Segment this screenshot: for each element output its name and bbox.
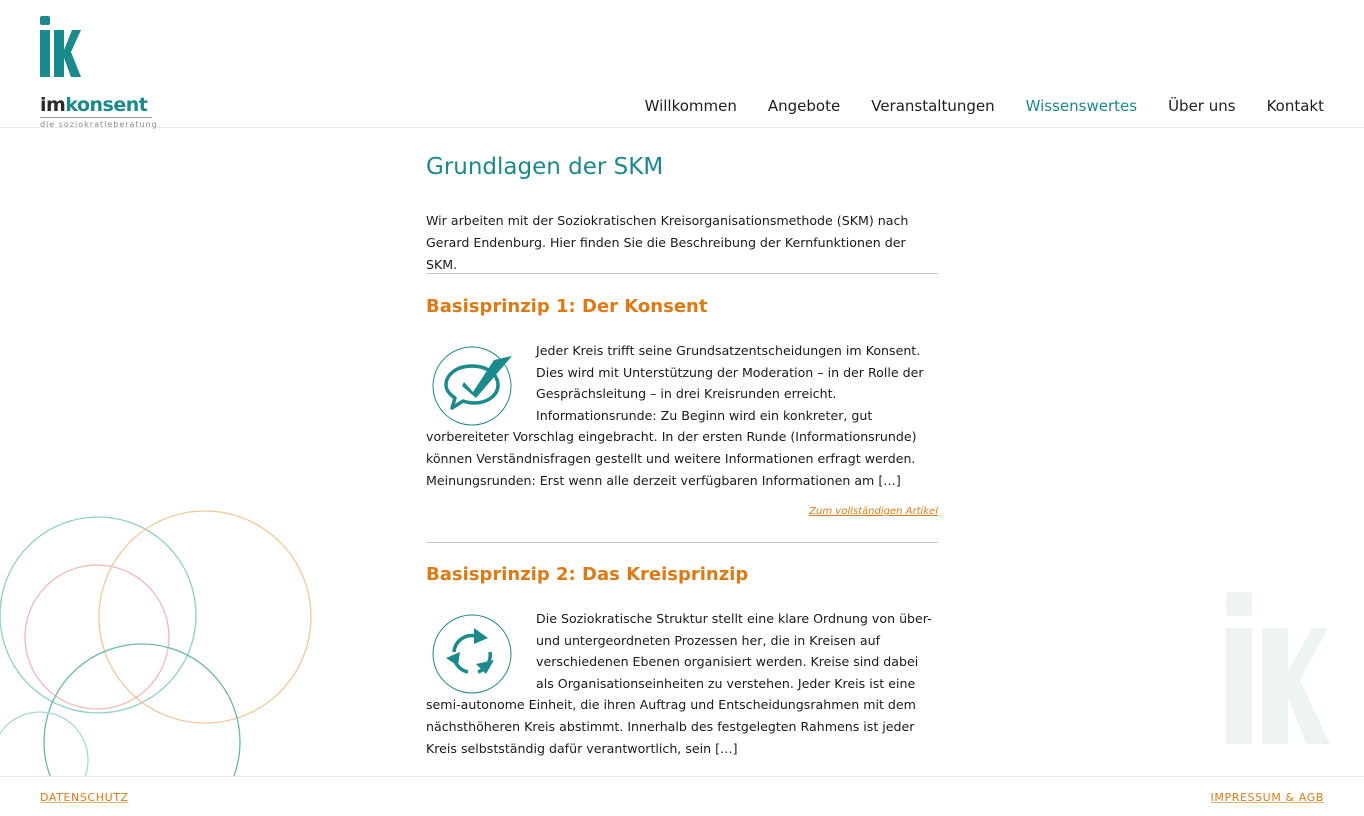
divider (426, 542, 938, 543)
logo-divider (40, 117, 152, 118)
nav-item-angebote[interactable]: Angebote (767, 97, 841, 115)
divider (426, 273, 938, 274)
impressum-link[interactable]: IMPRESSUM & AGB (1210, 791, 1324, 804)
site-logo[interactable] (38, 16, 158, 129)
article-excerpt: Jeder Kreis trifft seine Grundsatzentscheidungen im Konsent. Dies wird mit Unterstützung der Moderation – in der Rolle der Gesprächsleitung – in drei Kreisrunden erreicht. Informationsrunde: Zu Beginn wird ein konkreter, gut vorbereiteter Vorschlag eingebracht. In der ersten Runde (Informationsrunde) können Verständnisfragen gestellt und weitere Informationen erfragt werden. Meinungsrunden: Erst wenn alle derzeit verfügbaren Informationen am […] (426, 343, 924, 488)
main-navigation (645, 97, 1324, 115)
logo-tagline: die soziokratieberatung (40, 120, 158, 129)
article-title[interactable]: Basisprinzip 2: Das Kreisprinzip (426, 564, 749, 585)
page-title: Grundlagen der SKM (426, 154, 664, 180)
ik-watermark-icon (1222, 588, 1332, 748)
article-title[interactable]: Basisprinzip 1: Der Konsent (426, 296, 708, 317)
logo-wordmark: imkonsent (40, 94, 148, 116)
nav-item-ueber-uns[interactable]: Über uns (1168, 97, 1236, 115)
nav-item-kontakt[interactable]: Kontakt (1266, 97, 1324, 115)
intro-text: Wir arbeiten mit der Soziokratischen Kreisorganisationsmethode (SKM) nach Gerard Endenburg. Hier finden Sie die Beschreibung der Kernfunktionen der SKM. (426, 213, 909, 272)
ik-logo-icon (38, 16, 82, 78)
nav-item-wissenswertes[interactable]: Wissenswertes (1025, 97, 1138, 115)
nav-item-willkommen[interactable]: Willkommen (644, 97, 737, 115)
article-excerpt: Die Soziokratische Struktur stellt eine klare Ordnung von über- und untergeordneten Prozessen her, die in Kreisen auf verschiedenen Ebenen organisiert werden. Kreise sind dabei als Organisationseinheiten zu verstehen. Jeder Kreis ist eine semi-autonome Einheit, die ihren Auftrag und Entscheidungsrahmen mit dem nächsthöheren Kreis abstimmt. Innerhalb des festgelegten Rahmens ist jeder Kreis selbstständig dafür verantwortlich, sein […] (426, 611, 932, 756)
read-more-link[interactable]: Zum vollständigen Artikel (809, 506, 938, 517)
datenschutz-link[interactable]: DATENSCHUTZ (40, 791, 129, 804)
site-header (0, 0, 1364, 128)
site-footer (0, 776, 1364, 816)
decorative-circles (0, 460, 330, 816)
nav-item-veranstaltungen[interactable]: Veranstaltungen (871, 97, 995, 115)
